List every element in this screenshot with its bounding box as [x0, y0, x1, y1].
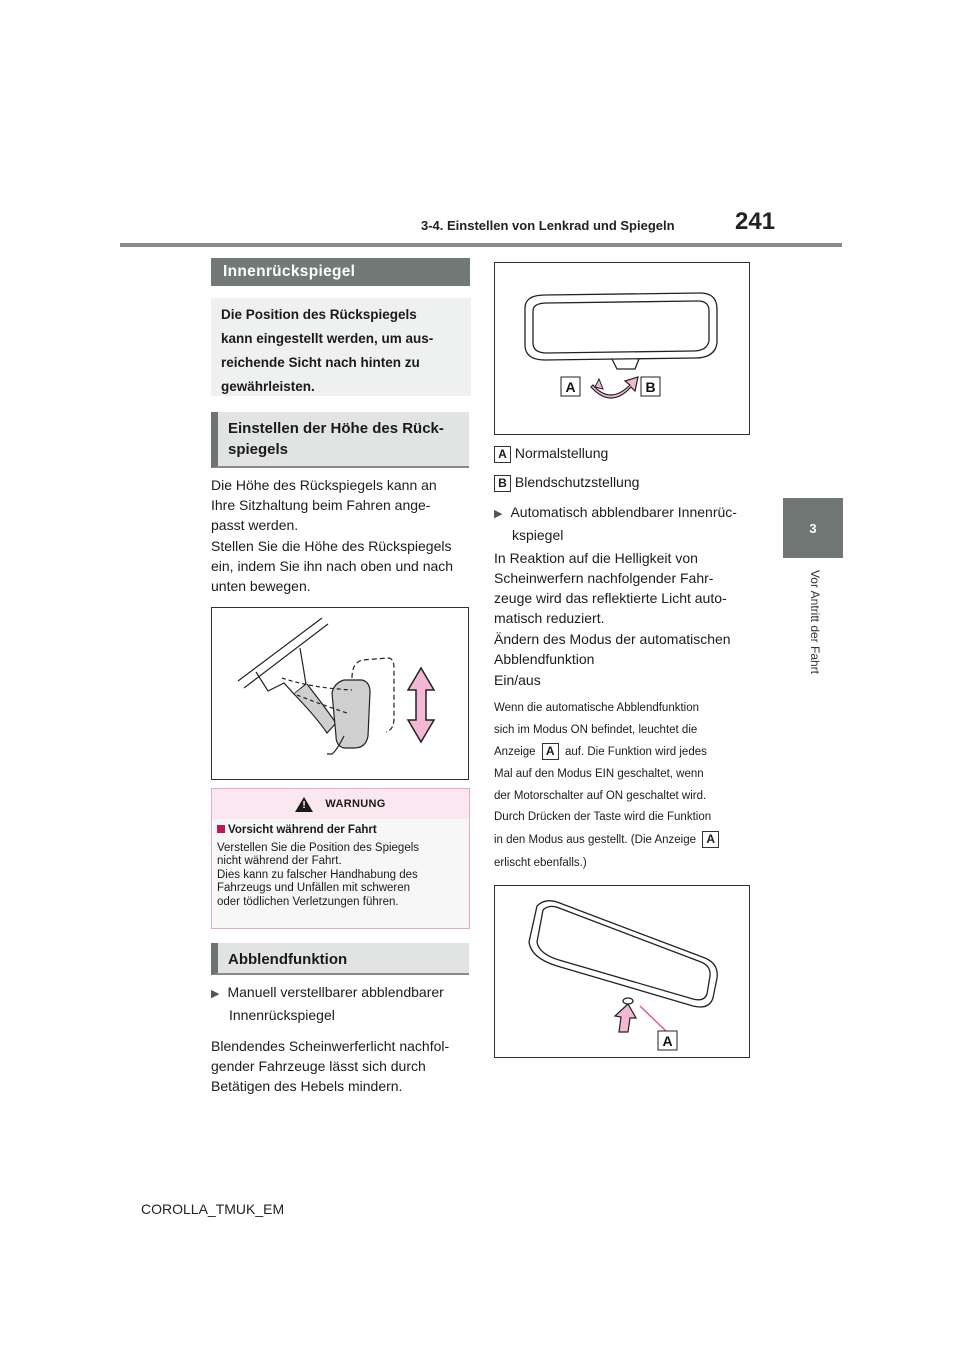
- intro-box: [211, 298, 471, 396]
- height-paragraph-1: [211, 475, 476, 535]
- triangle-bullet-icon: ▶: [494, 508, 503, 520]
- auto-mirror-item: [494, 502, 754, 546]
- label-a-icon: A: [702, 831, 719, 848]
- label-a-icon: A: [542, 743, 559, 760]
- fig1-label-b: B: [645, 379, 656, 395]
- anzeige-row: [494, 741, 759, 763]
- small-note-2: [494, 806, 759, 875]
- text-line: In Reaktion auf die Helligkeit von: [494, 550, 698, 566]
- text-line: Automatisch abblendbarer Innenrüc-: [510, 504, 737, 520]
- heading-innenrueckspiegel: Innenrückspiegel: [211, 258, 470, 286]
- mode-paragraph: [494, 629, 759, 669]
- warning-box: [211, 788, 470, 929]
- chapter-tab: 3: [783, 498, 843, 558]
- leader-line: [640, 1006, 667, 1032]
- text-line: erlischt ebenfalls.): [494, 857, 587, 869]
- manual-mirror-item: [211, 982, 476, 1026]
- text-line: Blendendes Scheinwerferlicht nachfol-: [211, 1038, 450, 1054]
- small-note-1: [494, 697, 759, 807]
- warning-header: [212, 789, 469, 820]
- text-fragment: in den Modus aus gestellt. (Die Anzeige: [494, 834, 697, 846]
- document-id: COROLLA_TMUK_EM: [141, 1201, 285, 1217]
- manual-paragraph: [211, 1036, 476, 1096]
- warning-line: nicht während der Fahrt.: [217, 855, 342, 867]
- square-bullet-icon: [217, 825, 225, 833]
- text-line: Durch Drücken der Taste wird die Funktion: [494, 811, 712, 823]
- up-down-arrow-icon: [408, 668, 434, 742]
- on-off-label: Ein/aus: [494, 672, 541, 688]
- item-b-row: [494, 472, 639, 492]
- label-a-icon: A: [494, 446, 511, 463]
- height-paragraph-2: [211, 536, 476, 596]
- warning-line: Fahrzeugs und Unfällen mit schweren: [217, 882, 411, 894]
- auto-mirror-illustration: [495, 886, 749, 1057]
- triangle-bullet-icon: ▶: [211, 988, 220, 1000]
- intro-line: Die Position des Rückspiegels: [221, 307, 417, 322]
- item-a-label: Normalstellung: [514, 445, 609, 461]
- text-line: Wenn die automatische Abblendfunktion: [494, 702, 700, 714]
- text-line: kspiegel: [512, 527, 564, 543]
- text-line: Scheinwerfern nachfolgender Fahr-: [494, 570, 714, 586]
- text-line: Stellen Sie die Höhe des Rückspiegels: [211, 538, 452, 554]
- heading-dimming: Abblendfunktion: [211, 943, 469, 975]
- intro-line: reichende Sicht nach hinten zu: [221, 355, 420, 370]
- warning-subtitle: Vorsicht während der Fahrt: [228, 824, 377, 836]
- text-line: der Motorschalter auf ON geschaltet wird.: [494, 790, 707, 802]
- text-line: zeuge wird das reflektierte Licht auto-: [494, 590, 727, 606]
- text-line: Innenrückspiegel: [229, 1007, 335, 1023]
- label-b-icon: B: [494, 475, 511, 492]
- auto-paragraph: [494, 548, 759, 628]
- warning-line: Dies kann zu falscher Handhabung des: [217, 868, 418, 881]
- press-arrow-icon: [615, 1004, 636, 1032]
- label-a-box: [658, 1031, 677, 1050]
- text-line: Ändern des Modus der automatischen: [494, 631, 731, 647]
- figure-manual-dimming: [494, 262, 750, 435]
- curved-double-arrow-icon: [591, 377, 638, 398]
- mirror-lever-illustration: [495, 263, 749, 434]
- item-b-label: Blendschutzstellung: [514, 474, 640, 490]
- section-title: 3-4. Einstellen von Lenkrad und Spiegeln: [421, 218, 675, 233]
- fig1-label-a: A: [565, 379, 576, 395]
- warning-subtitle-row: [217, 824, 464, 838]
- warning-body: [212, 819, 469, 928]
- warning-triangle-icon: !: [295, 797, 313, 812]
- label-b-box: [641, 377, 660, 396]
- anzeige-row: [494, 829, 759, 852]
- intro-line: kann eingestellt werden, um aus-: [221, 331, 434, 346]
- text-line: Betätigen des Hebels mindern.: [211, 1078, 403, 1094]
- header-divider: [120, 243, 842, 247]
- item-a-row: [494, 443, 608, 463]
- text-line: gender Fahrzeuge lässt sich durch: [211, 1058, 426, 1074]
- heading-line: Einstellen der Höhe des Rück-: [228, 420, 444, 437]
- heading-line: spiegels: [228, 441, 289, 458]
- text-line: Abblendfunktion: [494, 651, 595, 667]
- text-line: Ihre Sitzhaltung beim Fahren ange-: [211, 497, 431, 513]
- text-line: passt werden.: [211, 517, 299, 533]
- text-fragment: Anzeige: [494, 746, 536, 758]
- text-line: unten bewegen.: [211, 578, 311, 594]
- text-line: Mal auf den Modus EIN geschaltet, wenn: [494, 768, 704, 780]
- warning-line: oder tödlichen Verletzungen führen.: [217, 895, 399, 908]
- intro-line: gewährleisten.: [221, 379, 315, 394]
- text-line: sich im Modus ON befindet, leuchtet die: [494, 724, 698, 736]
- text-line: Manuell verstellbarer abblendbarer: [227, 984, 444, 1000]
- page-number: 241: [735, 208, 776, 235]
- text-fragment: auf. Die Funktion wird jedes: [564, 746, 707, 758]
- figure-auto-dimming: [494, 885, 750, 1058]
- warning-title: WARNUNG: [325, 798, 386, 810]
- text-line: Die Höhe des Rückspiegels kann an: [211, 477, 437, 493]
- warning-line: Verstellen Sie die Position des Spiegels: [217, 841, 420, 854]
- mirror-height-illustration: [212, 608, 468, 779]
- label-a-box: [561, 377, 580, 396]
- figure-height-adjust: [211, 607, 469, 780]
- text-line: matisch reduziert.: [494, 610, 605, 626]
- heading-height-adjust: [211, 412, 469, 468]
- chapter-side-label: Vor Antritt der Fahrt: [808, 569, 822, 675]
- fig3-label-a: A: [662, 1033, 673, 1049]
- text-line: ein, indem Sie ihn nach oben und nach: [211, 558, 454, 574]
